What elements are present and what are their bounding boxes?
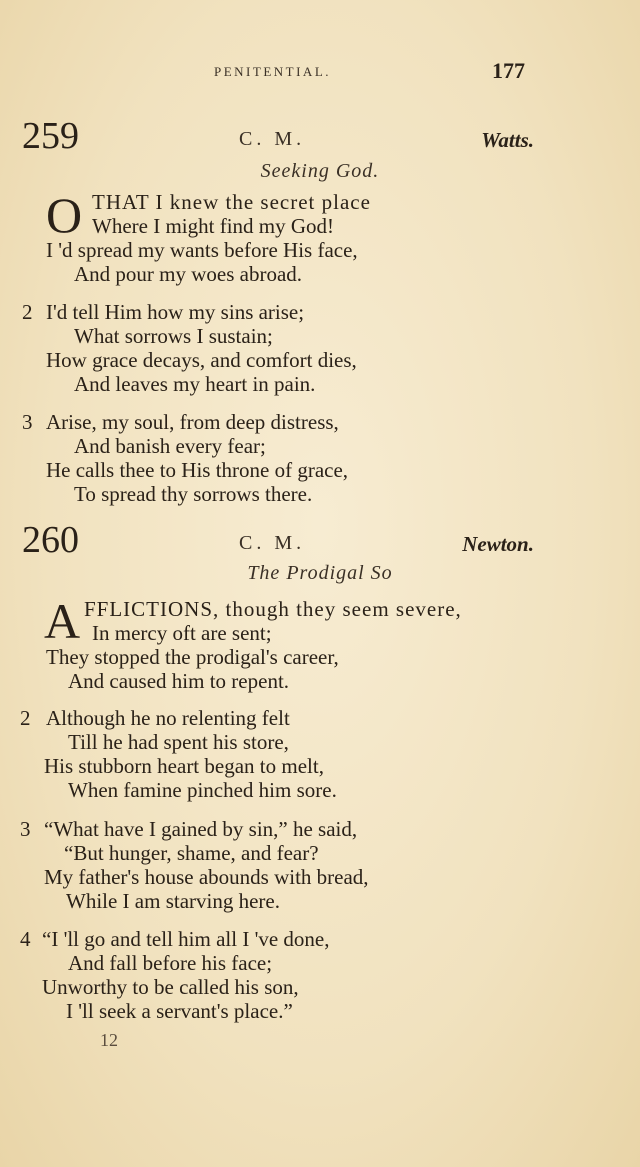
stanza-number: 3 bbox=[20, 817, 31, 841]
verse-line: I'd tell Him how my sins arise; bbox=[46, 300, 305, 324]
verse-line: And banish every fear; bbox=[74, 434, 266, 458]
verse-line: He calls thee to His throne of grace, bbox=[46, 458, 349, 482]
verse-line: “I 'll go and tell him all I 've done, bbox=[42, 927, 330, 951]
verse-line: His stubborn heart began to melt, bbox=[44, 754, 324, 778]
verse-line: In mercy oft are sent; bbox=[92, 621, 272, 645]
drop-cap: O bbox=[46, 187, 83, 243]
verse-line: While I am starving here. bbox=[66, 889, 280, 913]
verse-line: What sorrows I sustain; bbox=[74, 324, 273, 348]
verse-line: Arise, my soul, from deep distress, bbox=[46, 410, 339, 434]
stanza-number: 3 bbox=[22, 410, 33, 434]
verse-line: And pour my woes abroad. bbox=[74, 262, 303, 286]
verse-line: Although he no relenting felt bbox=[46, 706, 290, 730]
page-number: 177 bbox=[492, 58, 525, 83]
verse-line: And fall before his face; bbox=[68, 951, 273, 975]
hymn-author: Watts. bbox=[481, 128, 534, 152]
verse-line: “What have I gained by sin,” he said, bbox=[44, 817, 358, 841]
hymn-author: Newton. bbox=[462, 532, 534, 556]
verse-line: FFLICTIONS, though they seem severe, bbox=[84, 597, 462, 621]
signature-mark: 12 bbox=[100, 1030, 118, 1050]
stanza-number: 2 bbox=[20, 706, 31, 730]
verse-line: To spread thy sorrows there. bbox=[74, 482, 313, 506]
hymn-number: 259 bbox=[22, 115, 79, 157]
hymn-meter: C. M. bbox=[239, 128, 306, 150]
verse-line: They stopped the prodigal's career, bbox=[46, 645, 339, 669]
running-title: PENITENTIAL. bbox=[214, 64, 332, 79]
hymn-header bbox=[0, 520, 640, 564]
verse-line: My father's house abounds with bread, bbox=[44, 865, 369, 889]
verse-line: I 'll seek a servant's place.” bbox=[66, 999, 293, 1023]
drop-cap: A bbox=[44, 593, 81, 649]
hymn-title: Seeking God. bbox=[260, 160, 380, 182]
verse-line: “But hunger, shame, and fear? bbox=[64, 841, 319, 865]
verse-line: I 'd spread my wants before His face, bbox=[46, 238, 358, 262]
verse-line: THAT I knew the secret place bbox=[92, 190, 371, 214]
verse-line: How grace decays, and comfort dies, bbox=[46, 348, 357, 372]
hymn-number: 260 bbox=[22, 519, 79, 561]
verse-line: Till he had spent his store, bbox=[68, 730, 289, 754]
hymn-header bbox=[0, 116, 640, 160]
verse-line: And caused him to repent. bbox=[68, 669, 290, 693]
verse-line: Where I might find my God! bbox=[92, 214, 335, 238]
stanza-number: 4 bbox=[20, 927, 31, 951]
verse-line: When famine pinched him sore. bbox=[68, 778, 337, 802]
verse-line: Unworthy to be called his son, bbox=[42, 975, 299, 999]
stanza-number: 2 bbox=[22, 300, 33, 324]
verse-line: And leaves my heart in pain. bbox=[74, 372, 316, 396]
hymn-title: The Prodigal So bbox=[247, 562, 393, 584]
hymn-meter: C. M. bbox=[239, 532, 306, 554]
